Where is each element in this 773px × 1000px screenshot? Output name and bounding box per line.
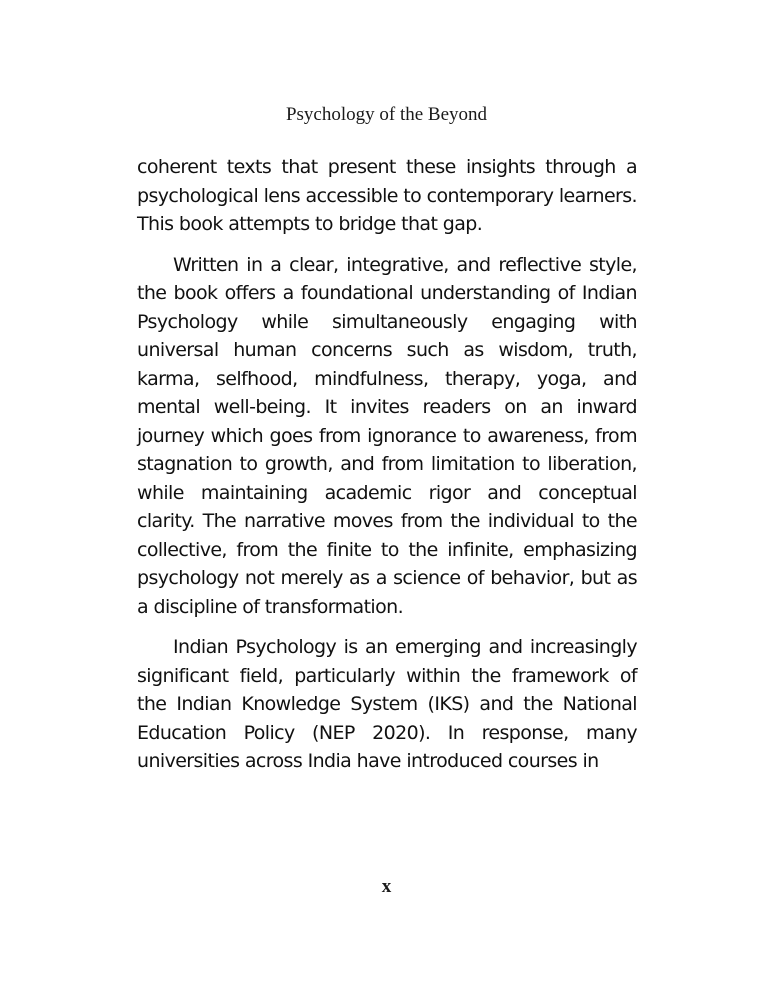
running-head-title: Psychology of the Beyond [285, 104, 488, 125]
paragraph-indian-psychology: Indian Psychology is an emerging and increasingly significant field, particularly within the framework of the Indian Knowledge System (IKS) and the National Education Policy (NEP 2020). In response, many universities across India have introduced courses in [137, 636, 637, 772]
paragraph-continuation: coherent texts that present these insights through a psychological lens accessible to contemporary learners. This book attempts to bridge that gap. [137, 156, 637, 235]
paragraph-book-style: Written in a clear, integrative, and reflective style, the book offers a foundational understanding of Indian Psychology while simultaneously engaging with universal human concerns such as wisdom, truth, karma, selfhood, mindfulness, therapy, yoga, and mental well-being. It invites readers on an inward journey which goes from ignorance to awareness, from stagnation to growth, and from limitation to liberation, while maintaining academic rigor and conceptual clarity. The narrative moves from the individual to the collective, from the finite to the infinite, emphasizing psychology not merely as a science of behavior, but as a discipline of transformation. [137, 253, 637, 618]
page-number: x [381, 876, 392, 897]
body-text [137, 153, 637, 788]
